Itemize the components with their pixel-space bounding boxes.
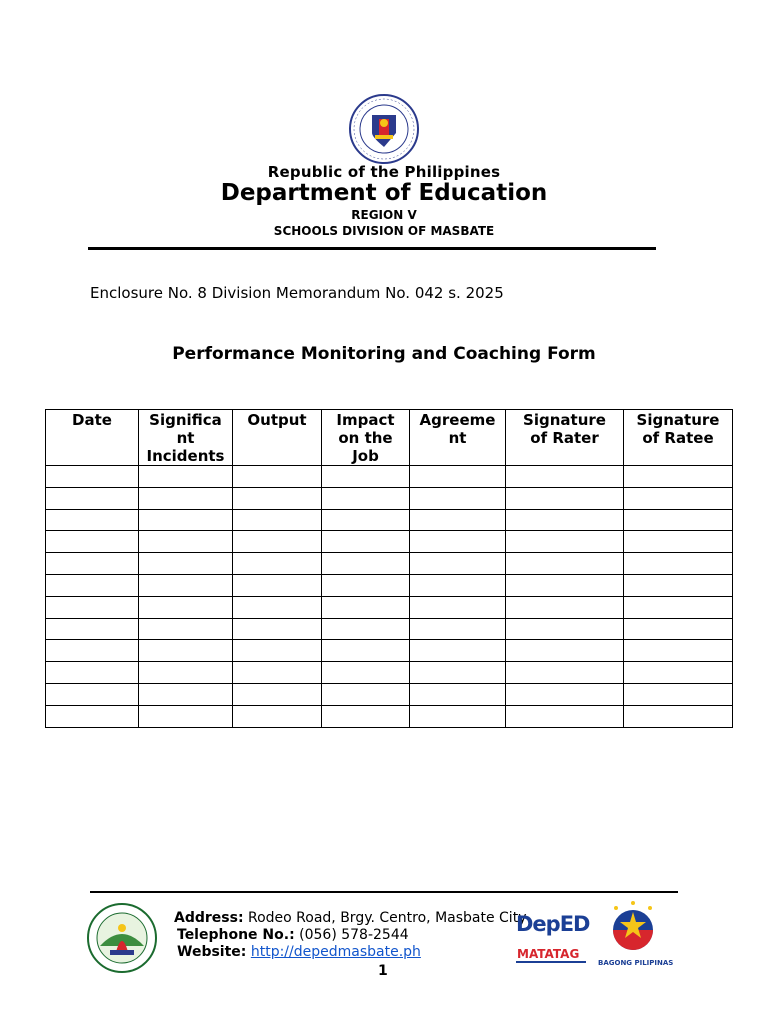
- table-cell[interactable]: [233, 640, 322, 662]
- table-cell[interactable]: [139, 466, 233, 488]
- footer-phone-line: [177, 927, 409, 944]
- table-cell[interactable]: [322, 466, 410, 488]
- column-header-line: on the: [338, 429, 393, 447]
- table-cell[interactable]: [624, 683, 733, 705]
- table-cell[interactable]: [624, 618, 733, 640]
- table-cell[interactable]: [139, 553, 233, 575]
- table-row: [46, 596, 733, 618]
- column-header-line: Agreeme: [419, 411, 496, 429]
- table-cell[interactable]: [624, 596, 733, 618]
- column-header-output: [233, 410, 322, 466]
- table-cell[interactable]: [139, 509, 233, 531]
- table-cell[interactable]: [322, 487, 410, 509]
- table-cell[interactable]: [322, 640, 410, 662]
- table-cell[interactable]: [233, 705, 322, 727]
- table-cell[interactable]: [46, 574, 139, 596]
- table-cell[interactable]: [46, 662, 139, 684]
- form-title: Performance Monitoring and Coaching Form: [172, 344, 596, 364]
- bagong-pilipinas-logo: [596, 900, 674, 972]
- table-cell[interactable]: [506, 705, 624, 727]
- table-cell[interactable]: [410, 705, 506, 727]
- table-cell[interactable]: [506, 466, 624, 488]
- table-cell[interactable]: [410, 662, 506, 684]
- matatag-underline: [516, 961, 586, 963]
- table-cell[interactable]: [139, 618, 233, 640]
- table-cell[interactable]: [233, 466, 322, 488]
- division-label: SCHOOLS DIVISION OF MASBATE: [273, 224, 495, 238]
- table-cell[interactable]: [46, 531, 139, 553]
- table-row: [46, 662, 733, 684]
- table-cell[interactable]: [322, 618, 410, 640]
- column-header-line: Signature: [636, 411, 720, 429]
- table-cell[interactable]: [410, 487, 506, 509]
- phone-value: (056) 578-2544: [294, 927, 409, 943]
- table-cell[interactable]: [233, 487, 322, 509]
- address-label: Address:: [174, 910, 244, 926]
- table-cell[interactable]: [624, 509, 733, 531]
- table-cell[interactable]: [410, 596, 506, 618]
- table-cell[interactable]: [233, 553, 322, 575]
- table-cell[interactable]: [506, 662, 624, 684]
- header-divider: [88, 247, 656, 250]
- table-header-row: [46, 410, 733, 466]
- department-title: Department of Education: [220, 180, 548, 206]
- monitoring-table: [45, 409, 733, 728]
- table-cell[interactable]: [322, 574, 410, 596]
- phone-label: Telephone No.:: [177, 927, 295, 943]
- table-cell[interactable]: [322, 531, 410, 553]
- column-header-date: [46, 410, 139, 466]
- column-header-line: Significa: [149, 411, 222, 429]
- column-header-line: Job: [352, 447, 379, 465]
- bagong-pilipinas-emblem-icon: [596, 900, 670, 956]
- table-cell[interactable]: [233, 531, 322, 553]
- address-value: Rodeo Road, Brgy. Centro, Masbate City: [243, 910, 527, 926]
- table-cell[interactable]: [624, 531, 733, 553]
- deped-seal: [348, 93, 420, 165]
- column-header-agreement: [410, 410, 506, 466]
- table-cell[interactable]: [139, 487, 233, 509]
- table-cell[interactable]: [46, 618, 139, 640]
- table-cell[interactable]: [506, 531, 624, 553]
- table-cell[interactable]: [410, 553, 506, 575]
- table-body: [46, 466, 733, 728]
- column-header-line: Incidents: [146, 447, 225, 465]
- table-row: [46, 466, 733, 488]
- republic-label: Republic of the Philippines: [267, 163, 501, 181]
- table-cell[interactable]: [506, 553, 624, 575]
- table-cell[interactable]: [46, 487, 139, 509]
- table-cell[interactable]: [410, 640, 506, 662]
- deped-matatag-logo: [516, 903, 588, 971]
- column-header-line: Date: [72, 411, 112, 429]
- website-label: Website:: [177, 944, 247, 960]
- table-row: [46, 683, 733, 705]
- table-cell[interactable]: [624, 705, 733, 727]
- table-cell[interactable]: [506, 596, 624, 618]
- table-cell[interactable]: [233, 596, 322, 618]
- column-header-line: nt: [176, 429, 195, 447]
- matatag-text: MATATAG: [517, 947, 580, 961]
- column-header-line: of Rater: [530, 429, 599, 447]
- column-header-signature-of-rater: [506, 410, 624, 466]
- table-cell[interactable]: [624, 574, 733, 596]
- page-number: 1: [378, 963, 388, 979]
- table-cell[interactable]: [322, 683, 410, 705]
- table-row: [46, 553, 733, 575]
- table-cell[interactable]: [139, 596, 233, 618]
- table-cell[interactable]: [624, 640, 733, 662]
- table-cell[interactable]: [233, 683, 322, 705]
- table-cell[interactable]: [233, 618, 322, 640]
- table-cell[interactable]: [410, 618, 506, 640]
- table-cell[interactable]: [410, 466, 506, 488]
- column-header-line: Impact: [336, 411, 395, 429]
- table-cell[interactable]: [46, 705, 139, 727]
- table-cell[interactable]: [506, 618, 624, 640]
- column-header-line: nt: [448, 429, 467, 447]
- table-row: [46, 574, 733, 596]
- table-cell[interactable]: [233, 662, 322, 684]
- table-cell[interactable]: [233, 574, 322, 596]
- table-cell[interactable]: [46, 553, 139, 575]
- table-row: [46, 640, 733, 662]
- table-cell[interactable]: [46, 683, 139, 705]
- deped-logo-text: DepED: [516, 912, 590, 936]
- table-row: [46, 618, 733, 640]
- column-header-significant-incidents: [139, 410, 233, 466]
- column-header-line: Signature: [523, 411, 606, 429]
- table-cell[interactable]: [410, 509, 506, 531]
- table-cell[interactable]: [139, 640, 233, 662]
- table-row: [46, 509, 733, 531]
- column-header-line: of Ratee: [642, 429, 714, 447]
- website-link[interactable]: http://depedmasbate.ph: [250, 944, 421, 960]
- table-cell[interactable]: [506, 574, 624, 596]
- footer-website-line: [177, 944, 421, 961]
- table-cell[interactable]: [46, 509, 139, 531]
- table-cell[interactable]: [139, 705, 233, 727]
- table-cell[interactable]: [46, 640, 139, 662]
- table-cell[interactable]: [506, 509, 624, 531]
- table-cell[interactable]: [139, 574, 233, 596]
- table-cell[interactable]: [322, 553, 410, 575]
- table-cell[interactable]: [322, 596, 410, 618]
- region-label: REGION V: [351, 208, 417, 222]
- table-cell[interactable]: [624, 466, 733, 488]
- table-cell[interactable]: [139, 683, 233, 705]
- enclosure-text: Enclosure No. 8 Division Memorandum No. 042 s. 2025: [90, 284, 504, 302]
- table-row: [46, 705, 733, 727]
- table-cell[interactable]: [233, 509, 322, 531]
- table-cell[interactable]: [46, 466, 139, 488]
- table-cell[interactable]: [139, 531, 233, 553]
- table-cell[interactable]: [624, 487, 733, 509]
- table-cell[interactable]: [624, 553, 733, 575]
- table-row: [46, 487, 733, 509]
- column-header-impact-on-the-job: [322, 410, 410, 466]
- table-cell[interactable]: [139, 662, 233, 684]
- column-header-signature-of-ratee: [624, 410, 733, 466]
- table-cell[interactable]: [322, 705, 410, 727]
- division-seal: [86, 902, 158, 974]
- table-cell[interactable]: [46, 596, 139, 618]
- bagong-pilipinas-text: BAGONG PILIPINAS: [598, 959, 674, 967]
- table-cell[interactable]: [410, 531, 506, 553]
- table-cell[interactable]: [322, 509, 410, 531]
- footer-address-line: [174, 910, 526, 927]
- footer-divider: [90, 891, 678, 893]
- column-header-line: Output: [247, 411, 307, 429]
- table-cell[interactable]: [410, 683, 506, 705]
- table-cell[interactable]: [624, 662, 733, 684]
- table-cell[interactable]: [506, 487, 624, 509]
- table-cell[interactable]: [506, 640, 624, 662]
- table-cell[interactable]: [506, 683, 624, 705]
- table-cell[interactable]: [322, 662, 410, 684]
- table-row: [46, 531, 733, 553]
- table-cell[interactable]: [410, 574, 506, 596]
